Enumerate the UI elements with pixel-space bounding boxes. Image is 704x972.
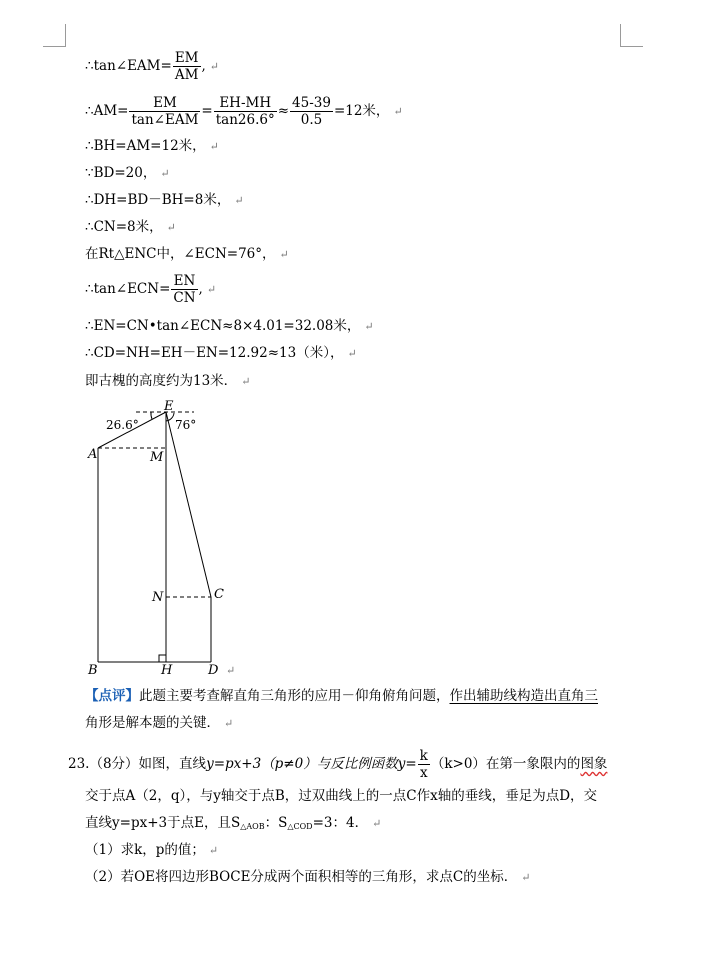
angle-label-76: 76° bbox=[175, 418, 197, 432]
wavy-underlined-word: 图象 bbox=[580, 756, 608, 772]
angle-label-26-6: 26.6° bbox=[106, 418, 139, 432]
solution-line-1: ∴tan∠EAM= $\frac{EM}{AM}$ , ↵ bbox=[85, 50, 220, 83]
problem-23-line-1: 23.（8分）如图，直线y=px+3（p≠0）与反比例函数y= $\frac{k}{x}$ （k>0）在第一象限内的图象 bbox=[68, 748, 608, 781]
fraction-en-cn: $\frac{EN}{CN}$ bbox=[173, 273, 196, 306]
right-angle-mark bbox=[159, 655, 166, 662]
fraction-45-39: $\frac{45-39}{0.5}$ bbox=[292, 95, 331, 128]
angle-arc-left bbox=[151, 412, 152, 419]
solution-line-11: 即古槐的高度约为13米． ↵ bbox=[85, 373, 251, 389]
solution-line-2: ∴AM= $\frac{EM}{\text{tan∠EAM}}$ = $\frac{EH-MH}{\tan 26.6^\circ}$ ≈ $\frac{45-39}{0.5}$ =12米， ↵ bbox=[85, 95, 403, 128]
solution-line-3: ∴BH=AM=12米， ↵ bbox=[85, 138, 219, 154]
solution-line-4: ∵BD=20， ↵ bbox=[85, 165, 170, 181]
problem-23-question-1: （1）求k，p的值； ↵ bbox=[85, 842, 219, 858]
label-a: A bbox=[88, 447, 98, 462]
label-c: C bbox=[214, 587, 224, 602]
problem-23-question-2: （2）若OE将四边形BOCE分成两个面积相等的三角形，求点C的坐标． ↵ bbox=[85, 869, 531, 885]
segment-ec bbox=[166, 412, 211, 597]
solution-line-5: ∴DH=BD－BH=8米， ↵ bbox=[85, 192, 244, 208]
figure-paragraph-mark: ↵ bbox=[226, 664, 236, 677]
solution-line-7: 在Rt△ENC中，∠ECN=76°， ↵ bbox=[85, 246, 289, 262]
solution-line-6: ∴CN=8米， ↵ bbox=[85, 219, 176, 235]
fraction-eh-mh: $\frac{EH-MH}{\tan 26.6^\circ}$ bbox=[215, 95, 275, 128]
label-d: D bbox=[208, 663, 219, 678]
fraction-em-am: $\frac{EM}{AM}$ bbox=[174, 50, 199, 83]
label-n: N bbox=[152, 590, 164, 605]
label-e: E bbox=[164, 399, 174, 414]
problem-23-line-3: 直线y=px+3于点E，且$S_{\triangle AOB}$：$S_{\triangle COD}=3$：4． ↵ bbox=[85, 815, 382, 831]
comment-tag: 【点评】 bbox=[85, 688, 139, 704]
fraction-em-tan: $\frac{EM}{\text{tan∠EAM}}$ bbox=[131, 95, 199, 128]
problem-23-line-2: 交于点A（2，q），与y轴交于点B，过双曲线上的一点C作x轴的垂线，垂足为点D，交 bbox=[85, 788, 598, 804]
solution-line-10: ∴CD=NH=EH－EN=12.92≈13（米）， ↵ bbox=[85, 345, 357, 361]
label-m: M bbox=[150, 450, 164, 465]
comment-line-2: 角形是解本题的关键． ↵ bbox=[85, 715, 234, 731]
fraction-k-x: $\frac{k}{x}$ bbox=[419, 748, 428, 781]
label-b: B bbox=[88, 663, 98, 678]
solution-line-8: ∴tan∠ECN= $\frac{EN}{CN}$ , ↵ bbox=[85, 273, 217, 306]
comment-line-1: 【点评】此题主要考查解直角三角形的应用－仰角俯角问题，作出辅助线构造出直角三 bbox=[85, 688, 598, 704]
solution-line-9: ∴EN=CN•tan∠ECN≈8×4.01=32.08米， ↵ bbox=[85, 318, 374, 334]
label-h: H bbox=[161, 663, 173, 678]
